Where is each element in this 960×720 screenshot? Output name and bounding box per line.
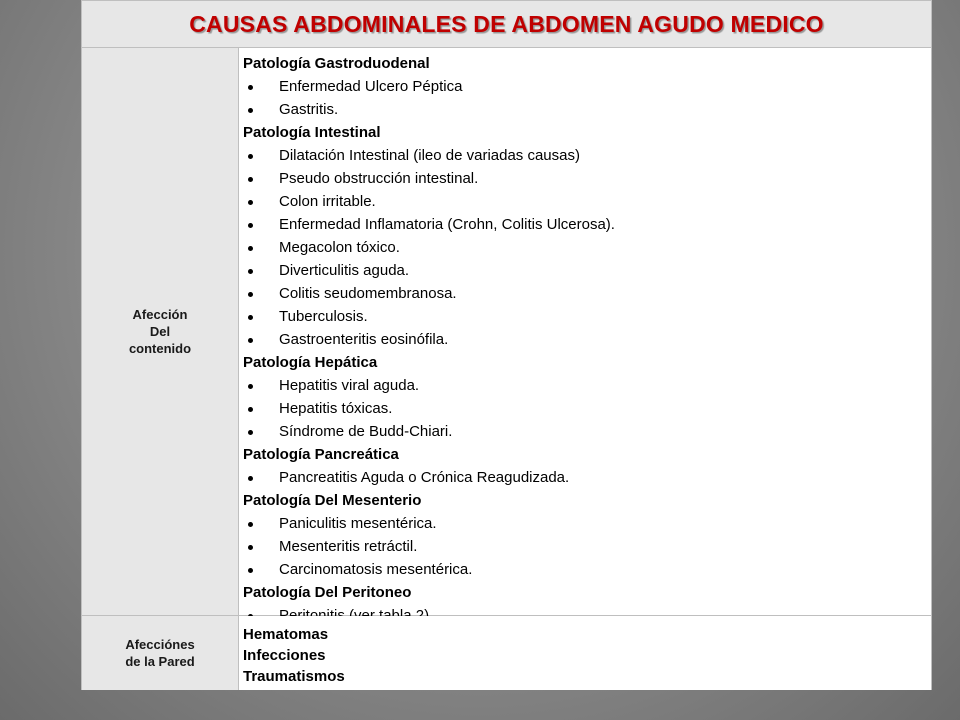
bullet-icon bbox=[248, 476, 253, 481]
list-item-text: Megacolon tóxico. bbox=[279, 239, 400, 256]
list-item-text: Tuberculosis. bbox=[279, 308, 368, 325]
list-item bbox=[243, 190, 931, 213]
list-item-text: Pancreatitis Aguda o Crónica Reagudizada. bbox=[279, 469, 570, 486]
list-item-text: Carcinomatosis mesentérica. bbox=[279, 561, 473, 578]
bullet-icon bbox=[248, 338, 253, 343]
list-item-text: Hepatitis tóxicas. bbox=[279, 400, 393, 417]
bullet-icon bbox=[248, 177, 253, 182]
list-item bbox=[243, 420, 931, 443]
list-item bbox=[243, 466, 931, 489]
row-label-line: Del bbox=[149, 324, 171, 339]
list-item-text: Mesenteritis retráctil. bbox=[279, 538, 418, 555]
group-heading: Patología Del Peritoneo bbox=[243, 584, 412, 601]
row-label-line: de la Pared bbox=[125, 654, 195, 669]
list-item bbox=[243, 328, 931, 351]
list-item-text: Gastritis. bbox=[279, 101, 339, 118]
list-item bbox=[243, 305, 931, 328]
bullet-icon bbox=[248, 430, 253, 435]
list-item-text: Hepatitis viral aguda. bbox=[279, 377, 420, 394]
bullet-icon bbox=[248, 154, 253, 159]
pared-item: Hematomas bbox=[243, 626, 329, 643]
list-item-text: Colitis seudomembranosa. bbox=[279, 285, 457, 302]
row-content-pared bbox=[239, 616, 931, 690]
list-item-text: Pseudo obstrucción intestinal. bbox=[279, 170, 479, 187]
list-item bbox=[243, 213, 931, 236]
bullet-icon bbox=[248, 223, 253, 228]
row-label-line: contenido bbox=[128, 341, 192, 356]
causes-table bbox=[81, 0, 932, 690]
bullet-icon bbox=[248, 108, 253, 113]
group-heading: Patología Del Mesenterio bbox=[243, 492, 422, 509]
list-item-text: Enfermedad Inflamatoria (Crohn, Colitis Ulcerosa). bbox=[279, 216, 615, 233]
list-item bbox=[243, 397, 931, 420]
list-item-text: Dilatación Intestinal (ileo de variadas causas) bbox=[279, 147, 580, 164]
bullet-icon bbox=[248, 384, 253, 389]
bullet-icon bbox=[248, 522, 253, 527]
list-item-text: Diverticulitis aguda. bbox=[279, 262, 410, 279]
list-item bbox=[243, 535, 931, 558]
bullet-icon bbox=[248, 545, 253, 550]
list-item bbox=[243, 167, 931, 190]
bullet-icon bbox=[248, 246, 253, 251]
row-label-contenido bbox=[82, 48, 239, 616]
row-content-contenido bbox=[239, 48, 931, 616]
bullet-icon bbox=[248, 200, 253, 205]
bullet-icon bbox=[248, 292, 253, 297]
pared-item: Infecciones bbox=[243, 647, 326, 664]
bullet-icon bbox=[248, 269, 253, 274]
group-heading: Patología Intestinal bbox=[243, 124, 381, 141]
list-item-text: Paniculitis mesentérica. bbox=[279, 515, 437, 532]
list-item-text: Gastroenteritis eosinófila. bbox=[279, 331, 449, 348]
list-item-text: Enfermedad Ulcero Péptica bbox=[279, 78, 463, 95]
pared-item: Traumatismos bbox=[243, 668, 345, 685]
list-item bbox=[243, 236, 931, 259]
list-item bbox=[243, 75, 931, 98]
list-item-text: Síndrome de Budd-Chiari. bbox=[279, 423, 453, 440]
list-item bbox=[243, 144, 931, 167]
list-item-text: Colon irritable. bbox=[279, 193, 376, 210]
bullet-icon bbox=[248, 568, 253, 573]
list-item bbox=[243, 374, 931, 397]
bullet-icon bbox=[248, 85, 253, 90]
bullet-icon bbox=[248, 407, 253, 412]
list-item bbox=[243, 558, 931, 581]
list-item bbox=[243, 282, 931, 305]
group-heading: Patología Gastroduodenal bbox=[243, 55, 430, 72]
bullet-icon bbox=[248, 315, 253, 320]
row-label-line: Afecciónes bbox=[125, 637, 195, 652]
table-title: CAUSAS ABDOMINALES DE ABDOMEN AGUDO MEDICO bbox=[189, 10, 824, 37]
list-item bbox=[243, 98, 931, 121]
group-heading: Patología Hepática bbox=[243, 354, 378, 371]
group-heading: Patología Pancreática bbox=[243, 446, 399, 463]
list-item bbox=[243, 259, 931, 282]
list-item bbox=[243, 512, 931, 535]
row-label-pared bbox=[82, 616, 239, 690]
title-row bbox=[82, 1, 931, 48]
row-label-line: Afección bbox=[132, 307, 188, 322]
